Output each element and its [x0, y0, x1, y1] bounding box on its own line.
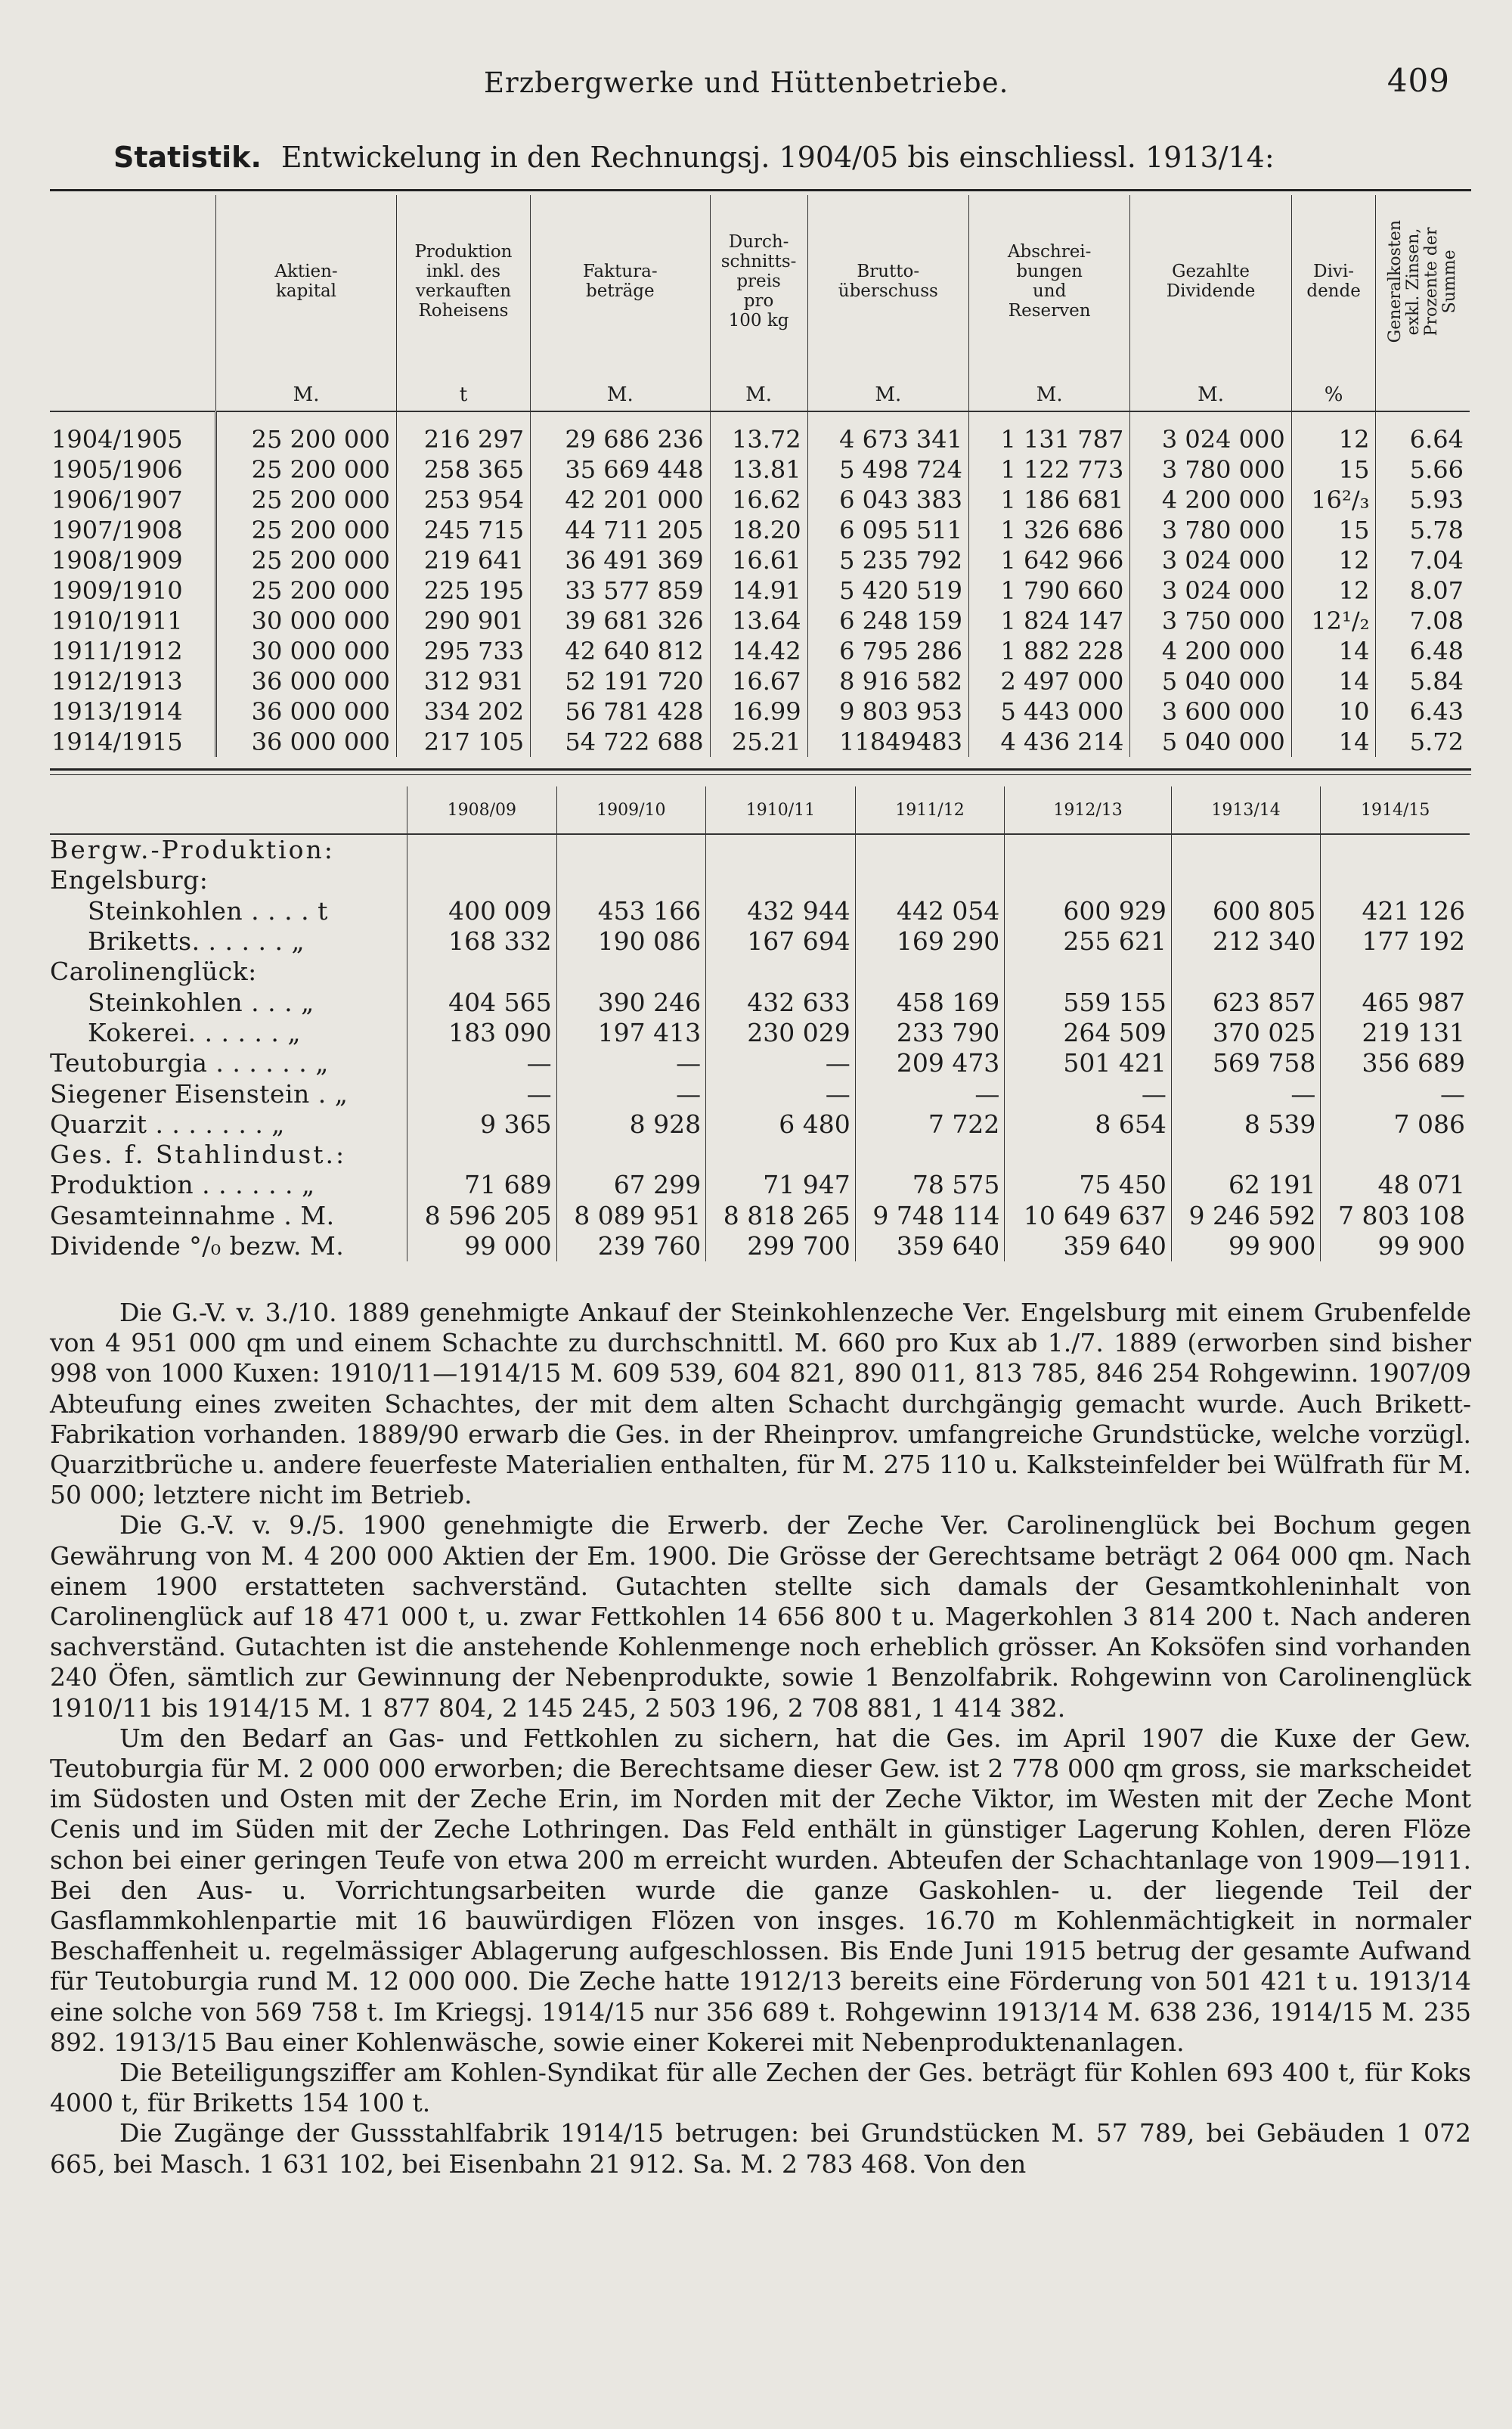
table-cell: 5 040 000 — [1130, 727, 1291, 757]
table-cell: 1 326 686 — [968, 515, 1129, 545]
table-cell: 5 420 519 — [807, 575, 968, 606]
development-table — [50, 195, 1470, 757]
table-cell: 36 491 369 — [531, 545, 711, 575]
table-row — [50, 606, 1470, 636]
row-label: Steinkohlen . . . „ — [88, 987, 314, 1017]
year-header-5: 1912/13 — [1005, 786, 1172, 834]
table-cell — [1321, 834, 1470, 865]
table-cell: 390 246 — [556, 987, 706, 1017]
table-cell: 3 024 000 — [1130, 411, 1291, 454]
table-cell: 183 090 — [407, 1018, 557, 1048]
table-cell: 36 000 000 — [216, 727, 397, 757]
table-cell: — — [556, 1048, 706, 1078]
table-cell: 25 200 000 — [216, 411, 397, 454]
table-cell: 400 009 — [407, 896, 557, 926]
row-label: Engelsburg: — [50, 865, 209, 895]
table-cell: 6 043 383 — [807, 485, 968, 515]
col-header-1: Aktien- kapital — [216, 195, 397, 368]
table-cell: 177 192 — [1321, 926, 1470, 957]
table-cell: 421 126 — [1321, 896, 1470, 926]
paragraph: Die G.-V. v. 3./10. 1889 genehmigte Ankauf der Steinkohlenzeche Ver. Engelsburg mit einem Grubenfelde von 4 951 000 qm und einem Schachte zu durchschnittl. M. 660 pro Kux ab 1./7. 1889 (erworben sind bisher 998 von 1000 Kuxen: 1910/11—1914/15 M. 609 539, 604 821, 890 011, 813 785, 846 254 Rohgewinn. 1907/09 Abteufung eines zweiten Schachtes, der mit dem alten Schacht durchgängig gemacht wurde. Auch Brikett-Fabrikation vorhanden. 1889/90 erwarb die Ges. in der Rheinprov. umfangreiche Grundstücke, welche vorzügl. Quarzitbrüche u. andere feuerfeste Materialien enthalten, für M. 275 110 u. Kalksteinfelder bei Wülfrath für M. 50 000; letztere nicht im Betrieb. — [50, 1298, 1472, 1510]
table-cell: 3 750 000 — [1130, 606, 1291, 636]
table-cell — [1005, 957, 1172, 987]
table-cell: 13.81 — [710, 454, 807, 485]
year-header-2: 1909/10 — [556, 786, 706, 834]
table-cell: 359 640 — [1005, 1231, 1172, 1261]
table-cell: 44 711 205 — [531, 515, 711, 545]
table-row — [50, 1170, 1470, 1200]
table-row — [50, 1048, 1470, 1078]
table-cell: 168 332 — [407, 926, 557, 957]
row-year: 1907/1908 — [51, 516, 183, 544]
table-cell — [855, 834, 1005, 865]
table-cell: — — [1005, 1078, 1172, 1109]
col-header-8: Divi- dende — [1291, 195, 1376, 368]
table-cell: 1 131 787 — [968, 411, 1129, 454]
col-header-4: Durch- schnitts- preis pro 100 kg — [710, 195, 807, 368]
col-header-6: Abschrei- bungen und Reserven — [968, 195, 1129, 368]
table-cell: 16.67 — [710, 666, 807, 696]
table-cell: 9 803 953 — [807, 696, 968, 727]
table-cell: 216 297 — [396, 411, 530, 454]
statistik-label: Statistik. — [113, 141, 262, 174]
table-cell: 8 928 — [556, 1109, 706, 1140]
table-cell: 8 654 — [1005, 1109, 1172, 1140]
table-cell: 7 722 — [855, 1109, 1005, 1140]
table-cell: 197 413 — [556, 1018, 706, 1048]
table-cell — [407, 1140, 557, 1170]
table-cell: 4 673 341 — [807, 411, 968, 454]
table-cell: 12 — [1291, 411, 1376, 454]
table-cell: 8 089 951 — [556, 1201, 706, 1231]
table-cell: 245 715 — [396, 515, 530, 545]
unit-2: t — [396, 368, 530, 411]
table-row — [50, 987, 1470, 1017]
table-cell: 29 686 236 — [531, 411, 711, 454]
table-cell: 99 900 — [1321, 1231, 1470, 1261]
table-cell: 8.07 — [1376, 575, 1470, 606]
unit-1: M. — [216, 368, 397, 411]
table-row — [50, 1140, 1470, 1170]
year-header-3: 1910/11 — [706, 786, 856, 834]
unit-8: % — [1291, 368, 1376, 411]
top-rule — [50, 189, 1471, 191]
table-cell: 290 901 — [396, 606, 530, 636]
table-row — [50, 834, 1470, 865]
row-year: 1910/1911 — [51, 606, 183, 635]
row-label: Quarzit . . . . . . . „ — [50, 1109, 285, 1139]
table-cell: 16.62 — [710, 485, 807, 515]
row-label: Steinkohlen . . . . t — [88, 895, 328, 926]
table-cell: 312 931 — [396, 666, 530, 696]
year-header-6: 1913/14 — [1171, 786, 1321, 834]
row-year: 1909/1910 — [51, 576, 183, 605]
row-label: Gesamteinnahme . M. — [50, 1200, 335, 1230]
row-label: Briketts. . . . . . „ — [88, 926, 305, 957]
table-cell: 99 900 — [1171, 1231, 1321, 1261]
row-label: Carolinenglück: — [50, 957, 257, 987]
year-header-4: 1911/12 — [855, 786, 1005, 834]
table-cell: 5 498 724 — [807, 454, 968, 485]
paragraph: Die Beteiligungsziffer am Kohlen-Syndikat für alle Zechen der Ges. beträgt für Kohlen 693 400 t, für Koks 4000 t, für Briketts 154 100 t. — [50, 2058, 1471, 2118]
table-cell: 1 824 147 — [968, 606, 1129, 636]
table-cell: 3 780 000 — [1130, 454, 1291, 485]
table-cell — [855, 865, 1005, 895]
table-cell: 3 780 000 — [1130, 515, 1291, 545]
table-cell: 5 040 000 — [1130, 666, 1291, 696]
table-cell: 12¹/₂ — [1291, 606, 1376, 636]
table-cell: 6 248 159 — [807, 606, 968, 636]
table-cell: 48 071 — [1321, 1170, 1470, 1200]
table-cell: 465 987 — [1321, 987, 1470, 1017]
table-cell: 10 — [1291, 696, 1376, 727]
table-row — [50, 575, 1470, 606]
row-year: 1914/1915 — [51, 727, 183, 756]
table-cell: 1 882 228 — [968, 636, 1129, 666]
table-cell: 7.04 — [1376, 545, 1470, 575]
table-cell: 6 095 511 — [807, 515, 968, 545]
unit-7: M. — [1130, 368, 1291, 411]
paragraph: Um den Bedarf an Gas- und Fettkohlen zu sichern, hat die Ges. im April 1907 die Kuxe der Gew. Teutoburgia für M. 2 000 000 erworben; die Berechtsame dieser Gew. ist 2 778 000 qm gross, sie markscheidet im Südosten und Osten mit der Zeche Erin, im Norden mit der Zeche Viktor, im Westen mit der Zeche Mont Cenis und im Süden mit der Zeche Lothringen. Das Feld enthält in günstiger Lagerung Kohlen, deren Flöze schon bei einer geringen Teufe von etwa 200 m erreicht wurden. Abteufen der Schachtanlage von 1909—1911. Bei den Aus- u. Vorrichtungsarbeiten wurde die ganze Gaskohlen- u. der liegende Teil der Gasflammkohlenpartie mit 16 bauwürdigen Flözen von insges. 16.70 m Kohlenmächtigkeit in normaler Beschaffenheit u. regelmässiger Ablagerung aufgeschlossen. Bis Ende Juni 1915 betrug der gesamte Aufwand für Teutoburgia rund M. 12 000 000. Die Zeche hatte 1912/13 bereits eine Förderung von 501 421 t u. 1913/14 eine solche von 569 758 t. Im Kriegsj. 1914/15 nur 356 689 t. Rohgewinn 1913/14 M. 638 236, 1914/15 M. 235 892. 1913/15 Bau einer Kohlenwäsche, sowie einer Kokerei mit Nebenproduktenanlagen. — [50, 1723, 1471, 2057]
table-cell: 15 — [1291, 515, 1376, 545]
unit-5: M. — [807, 368, 968, 411]
paragraph: Die Zugänge der Gussstahlfabrik 1914/15 betrugen: bei Grundstücken M. 57 789, bei Gebäuden 1 072 665, bei Masch. 1 631 102, bei Eisenbahn 21 912. Sa. M. 2 783 468. Von den — [50, 2118, 1471, 2179]
table-cell — [1005, 865, 1172, 895]
table-cell — [1005, 1140, 1172, 1170]
running-title: Erzbergwerke und Hüttenbetriebe. — [484, 67, 1009, 99]
table-row — [50, 1201, 1470, 1231]
table-cell — [706, 1140, 856, 1170]
row-year: 1904/1905 — [51, 425, 183, 454]
table-cell: 75 450 — [1005, 1170, 1172, 1200]
development-table-units — [50, 368, 1470, 411]
table-cell: 432 944 — [706, 896, 856, 926]
table-cell: 14.42 — [710, 636, 807, 666]
table-cell: 359 640 — [855, 1231, 1005, 1261]
table-cell: 12 — [1291, 575, 1376, 606]
col-header-text-9: Generalkosten exkl. Zinsen, Prozente der Summe — [1386, 219, 1460, 343]
table-row — [50, 957, 1470, 987]
table-cell: 14 — [1291, 636, 1376, 666]
production-table-body — [50, 834, 1470, 1261]
table-cell — [855, 1140, 1005, 1170]
unit-3: M. — [531, 368, 711, 411]
table-cell: 233 790 — [855, 1018, 1005, 1048]
table-cell — [1321, 865, 1470, 895]
table-row — [50, 545, 1470, 575]
table-cell: 1 122 773 — [968, 454, 1129, 485]
table-cell: 52 191 720 — [531, 666, 711, 696]
table-cell: 8 596 205 — [407, 1201, 557, 1231]
table-cell: 6 795 286 — [807, 636, 968, 666]
table-cell: 559 155 — [1005, 987, 1172, 1017]
table-cell — [1171, 1140, 1321, 1170]
table-cell: — — [1171, 1078, 1321, 1109]
table-cell: 1 642 966 — [968, 545, 1129, 575]
table-cell: 6.64 — [1376, 411, 1470, 454]
row-label: Siegener Eisenstein . „ — [50, 1078, 349, 1109]
table-cell: 25 200 000 — [216, 515, 397, 545]
table-cell: 33 577 859 — [531, 575, 711, 606]
unit-4: M. — [710, 368, 807, 411]
table-cell: 35 669 448 — [531, 454, 711, 485]
table-cell — [706, 834, 856, 865]
table-row — [50, 1109, 1470, 1140]
statistik-heading — [113, 141, 1275, 174]
table-cell: 1 186 681 — [968, 485, 1129, 515]
table-cell — [1005, 834, 1172, 865]
table-row — [50, 896, 1470, 926]
table-cell: 71 947 — [706, 1170, 856, 1200]
table-cell: 501 421 — [1005, 1048, 1172, 1078]
table-cell — [407, 957, 557, 987]
mid-rule — [50, 768, 1471, 771]
table-cell — [407, 865, 557, 895]
table-cell: — — [407, 1078, 557, 1109]
table-cell: 25 200 000 — [216, 485, 397, 515]
table-row — [50, 1078, 1470, 1109]
table-cell: 78 575 — [855, 1170, 1005, 1200]
table-cell: 5.72 — [1376, 727, 1470, 757]
table-cell: 5 235 792 — [807, 545, 968, 575]
row-year: 1912/1913 — [51, 667, 183, 696]
table-row — [50, 454, 1470, 485]
table-cell: 8 539 — [1171, 1109, 1321, 1140]
table-row — [50, 411, 1470, 454]
table-cell: 1 790 660 — [968, 575, 1129, 606]
row-label: Kokerei. . . . . . „ — [88, 1017, 301, 1047]
mid-rule-thin — [50, 774, 1471, 775]
table-cell: 25 200 000 — [216, 454, 397, 485]
table-cell: 16.99 — [710, 696, 807, 727]
table-cell: 442 054 — [855, 896, 1005, 926]
col-header-9 — [1376, 195, 1470, 368]
table-cell: 167 694 — [706, 926, 856, 957]
table-cell: 9 365 — [407, 1109, 557, 1140]
table-cell: — — [855, 1078, 1005, 1109]
table-cell: 99 000 — [407, 1231, 557, 1261]
table-row — [50, 727, 1470, 757]
row-year: 1911/1912 — [51, 637, 183, 665]
page-number: 409 — [1387, 62, 1450, 99]
row-label: Teutoburgia . . . . . . „ — [50, 1048, 329, 1078]
table-row — [50, 1231, 1470, 1261]
table-cell: 4 200 000 — [1130, 636, 1291, 666]
table-cell: 258 365 — [396, 454, 530, 485]
table-cell: 30 000 000 — [216, 636, 397, 666]
table-cell: 25 200 000 — [216, 575, 397, 606]
table-cell: 13.72 — [710, 411, 807, 454]
table-cell: 10 649 637 — [1005, 1201, 1172, 1231]
table-cell: 600 929 — [1005, 896, 1172, 926]
table-cell: — — [706, 1078, 856, 1109]
table-cell: 5.84 — [1376, 666, 1470, 696]
table-cell: 71 689 — [407, 1170, 557, 1200]
table-cell: 6.43 — [1376, 696, 1470, 727]
table-cell: 356 689 — [1321, 1048, 1470, 1078]
table-cell — [556, 1140, 706, 1170]
table-cell: 600 805 — [1171, 896, 1321, 926]
table-cell: 217 105 — [396, 727, 530, 757]
table-cell: 169 290 — [855, 926, 1005, 957]
table-cell — [556, 957, 706, 987]
table-cell: 30 000 000 — [216, 606, 397, 636]
table-cell: 36 000 000 — [216, 666, 397, 696]
row-label: Dividende °/₀ bezw. M. — [50, 1231, 345, 1261]
table-cell: 39 681 326 — [531, 606, 711, 636]
table-cell — [1321, 1140, 1470, 1170]
table-cell: 264 509 — [1005, 1018, 1172, 1048]
table-cell: 67 299 — [556, 1170, 706, 1200]
table-cell: 8 916 582 — [807, 666, 968, 696]
row-year: 1908/1909 — [51, 546, 183, 575]
table-cell: 13.64 — [710, 606, 807, 636]
table-cell: 14 — [1291, 727, 1376, 757]
table-cell: 404 565 — [407, 987, 557, 1017]
table-cell: 3 024 000 — [1130, 575, 1291, 606]
table-cell: 219 131 — [1321, 1018, 1470, 1048]
table-cell: 42 201 000 — [531, 485, 711, 515]
table-cell: 11849483 — [807, 727, 968, 757]
col-header-3: Faktura- beträge — [531, 195, 711, 368]
table-cell: 18.20 — [710, 515, 807, 545]
table-cell: 230 029 — [706, 1018, 856, 1048]
table-cell — [1171, 865, 1321, 895]
col-header-0 — [50, 195, 216, 368]
table-cell: 56 781 428 — [531, 696, 711, 727]
row-label: Ges. f. Stahlindust.: — [50, 1140, 347, 1170]
table-cell: 36 000 000 — [216, 696, 397, 727]
table-cell: 212 340 — [1171, 926, 1321, 957]
table-cell: 623 857 — [1171, 987, 1321, 1017]
table-cell: 453 166 — [556, 896, 706, 926]
table-cell — [407, 834, 557, 865]
table-cell: 7 803 108 — [1321, 1201, 1470, 1231]
table-cell: 54 722 688 — [531, 727, 711, 757]
table-cell: 7.08 — [1376, 606, 1470, 636]
table-cell: 42 640 812 — [531, 636, 711, 666]
table-cell: 9 748 114 — [855, 1201, 1005, 1231]
year-header-0 — [50, 786, 407, 834]
table-cell — [1171, 834, 1321, 865]
table-cell: 14.91 — [710, 575, 807, 606]
production-table-header — [50, 786, 1470, 834]
table-cell: 5.66 — [1376, 454, 1470, 485]
row-year: 1906/1907 — [51, 485, 183, 514]
table-cell: 4 436 214 — [968, 727, 1129, 757]
row-label: Bergw.-Produktion: — [50, 835, 335, 865]
table-cell: 239 760 — [556, 1231, 706, 1261]
table-row — [50, 666, 1470, 696]
table-cell: 458 169 — [855, 987, 1005, 1017]
table-cell: 255 621 — [1005, 926, 1172, 957]
table-cell: 295 733 — [396, 636, 530, 666]
table-cell: 62 191 — [1171, 1170, 1321, 1200]
statistik-heading-text: Entwickelung in den Rechnungsj. 1904/05 bis einschliessl. 1913/14: — [280, 141, 1275, 174]
table-cell: 432 633 — [706, 987, 856, 1017]
table-cell: 9 246 592 — [1171, 1201, 1321, 1231]
table-cell — [556, 834, 706, 865]
table-cell: — — [407, 1048, 557, 1078]
table-cell: 253 954 — [396, 485, 530, 515]
table-cell: 225 195 — [396, 575, 530, 606]
table-cell — [706, 957, 856, 987]
table-cell: 299 700 — [706, 1231, 856, 1261]
table-cell: 3 024 000 — [1130, 545, 1291, 575]
unit-9 — [1376, 368, 1470, 411]
table-row — [50, 1018, 1470, 1048]
table-cell: 16²/₃ — [1291, 485, 1376, 515]
table-cell: 190 086 — [556, 926, 706, 957]
col-header-2: Produktion inkl. des verkauften Roheisens — [396, 195, 530, 368]
table-cell: 25.21 — [710, 727, 807, 757]
row-label: Produktion . . . . . . „ — [50, 1170, 315, 1200]
table-cell: 6.48 — [1376, 636, 1470, 666]
row-year: 1905/1906 — [51, 455, 183, 484]
table-cell: 4 200 000 — [1130, 485, 1291, 515]
table-cell: 25 200 000 — [216, 545, 397, 575]
table-cell: 569 758 — [1171, 1048, 1321, 1078]
table-cell — [855, 957, 1005, 987]
table-cell: 16.61 — [710, 545, 807, 575]
development-table-header — [50, 195, 1470, 368]
table-cell — [706, 865, 856, 895]
unit-0 — [50, 368, 216, 411]
table-cell: 209 473 — [855, 1048, 1005, 1078]
year-header-1: 1908/09 — [407, 786, 557, 834]
paragraph: Die G.-V. v. 9./5. 1900 genehmigte die Erwerb. der Zeche Ver. Carolinenglück bei Bochum gegen Gewährung von M. 4 200 000 Aktien der Em. 1900. Die Grösse der Gerechtsame beträgt 2 064 000 qm. Nach einem 1900 erstatteten sachverständ. Gutachten stellte sich damals der Gesamtkohleninhalt von Carolinenglück auf 18 471 000 t, u. zwar Fettkohlen 14 656 800 t u. Magerkohlen 3 814 200 t. Nach anderen sachverständ. Gutachten ist die anstehende Kohlenmenge noch erheblich grösser. An Koksöfen sind vorhanden 240 Öfen, sämtlich zur Gewinnung der Nebenprodukte, sowie 1 Benzolfabrik. Rohgewinn von Carolinenglück 1910/11 bis 1914/15 M. 1 877 804, 2 145 245, 2 503 196, 2 708 881, 1 414 382. — [50, 1510, 1471, 1723]
body-text — [50, 1298, 1471, 2179]
col-header-7: Gezahlte Dividende — [1130, 195, 1291, 368]
development-table-body — [50, 411, 1470, 757]
table-row — [50, 865, 1470, 895]
table-cell: 334 202 — [396, 696, 530, 727]
production-table — [50, 786, 1470, 1261]
table-cell: 14 — [1291, 666, 1376, 696]
table-cell: 7 086 — [1321, 1109, 1470, 1140]
table-cell — [1171, 957, 1321, 987]
table-row — [50, 485, 1470, 515]
table-cell: 5 443 000 — [968, 696, 1129, 727]
year-header-7: 1914/15 — [1321, 786, 1470, 834]
table-cell — [1321, 957, 1470, 987]
table-cell — [556, 865, 706, 895]
table-cell: 15 — [1291, 454, 1376, 485]
table-row — [50, 926, 1470, 957]
table-cell: 5.78 — [1376, 515, 1470, 545]
running-head — [0, 59, 1512, 112]
table-cell: 3 600 000 — [1130, 696, 1291, 727]
table-cell: — — [1321, 1078, 1470, 1109]
unit-6: M. — [968, 368, 1129, 411]
table-cell: 12 — [1291, 545, 1376, 575]
table-row — [50, 515, 1470, 545]
table-cell: 6 480 — [706, 1109, 856, 1140]
row-year: 1913/1914 — [51, 697, 183, 726]
table-row — [50, 636, 1470, 666]
table-cell: 219 641 — [396, 545, 530, 575]
table-cell: 8 818 265 — [706, 1201, 856, 1231]
table-cell: — — [706, 1048, 856, 1078]
table-cell: 5.93 — [1376, 485, 1470, 515]
col-header-5: Brutto- überschuss — [807, 195, 968, 368]
table-cell: — — [556, 1078, 706, 1109]
table-cell: 370 025 — [1171, 1018, 1321, 1048]
table-row — [50, 696, 1470, 727]
table-cell: 2 497 000 — [968, 666, 1129, 696]
